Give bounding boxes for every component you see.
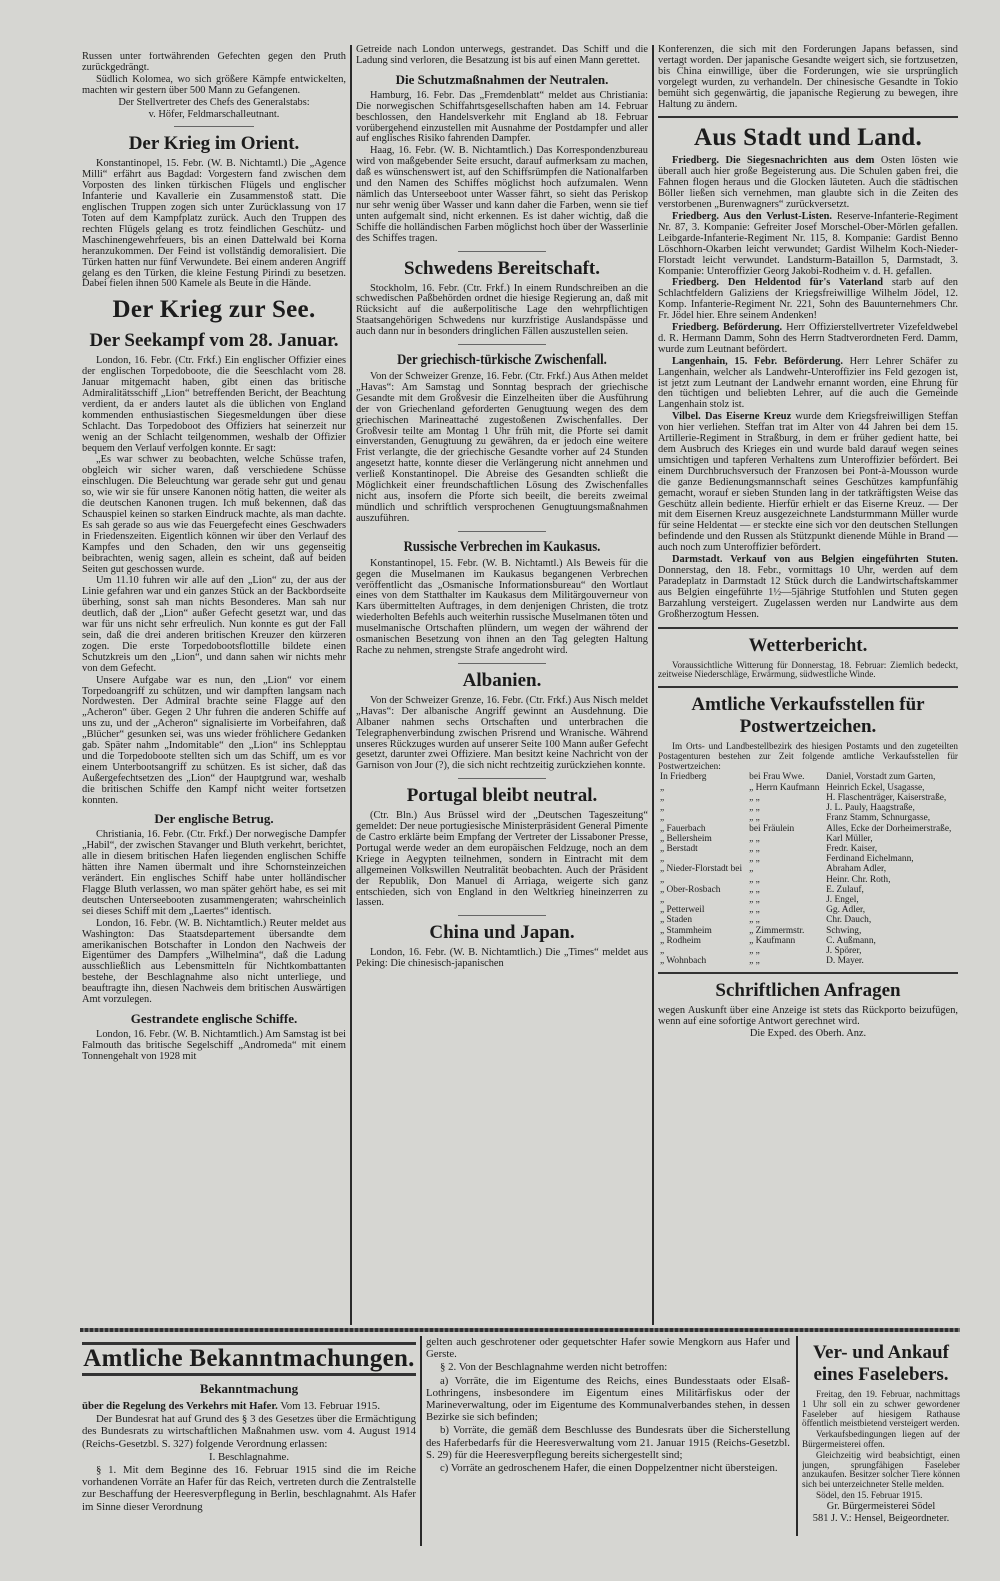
table-row bbox=[658, 824, 958, 834]
signature-line: 581 J. V.: Hensel, Beigeordneter. bbox=[812, 1512, 950, 1524]
paragraph-text: „Es war schwer zu beobachten, welche Schüsse trafen, obgleich wir sicher waren, daß verschiedene Schüsse einschlugen. Die Beleuchtung war gerade sehr gut und genau so, wie wir sie für unsere Kanonen nötig hatten, die weiter als die deutschen Kanonen trugen. Ich muß bekennen, daß das Schauspiel keinen so starken Eindruck machte, als man dachte. Es sah gerade so aus wie das Feuergefecht eines Geschwaders in Friedenszeiten. Eigentlich können wir über den Verlauf des Kampfes und den Schaden, den wir uns gegenseitig beibrachten, wenig sagen, allein es scheint, daß auf beiden Seiten gut geschossen wurde. bbox=[82, 454, 346, 575]
paragraph-text: Um 11.10 fuhren wir alle auf den „Lion“ zu, der aus der Linie gefahren war und ein ganzes Stück an der Backbordseite überhing, sonst sah man nichts Besonderes. Man sah nur deutlich, daß der „Lion“ außer Gefecht gesetzt war, und das war für uns nicht sehr erfreulich. Nun konnte es gut der Fall sein, daß die drei anderen britischen Kreuzer den kürzeren zogen. Die erste Torpedobootsflottille bildete einen Schutzkreis um den „Lion“, und dann sahen wir nichts mehr von dem Gefecht. bbox=[82, 575, 346, 674]
table-row bbox=[658, 783, 958, 793]
paragraph-text: Voraussichtliche Witterung für Donnerstag, 18. Februar: Ziemlich bedeckt, zeitweise Niederschläge, Erwärmung, südwestliche Winde. bbox=[658, 659, 958, 680]
article-paragraph bbox=[82, 576, 346, 674]
article-headline: Amtliche Verkaufsstellen für Postwertzeichen. bbox=[691, 694, 925, 738]
table-cell: bei Frau Wwe. bbox=[749, 772, 805, 783]
article-paragraph bbox=[426, 1424, 790, 1461]
official-notices-middle bbox=[426, 1336, 790, 1556]
paragraph-text: Donnerstag, den 18. Febr., vormittags 10 Uhr, werden auf dem Paradeplatz in Darmstadt 12 Stück durch die Landwirtschaftskammer aus Belgien eingeführte 1½—5jährige Stutfohlen und Stuten gegen Barzahlung versteigert. Zugelassen werden nur Landwirte aus dem Großherzogtum Hessen. bbox=[658, 564, 958, 620]
table-row bbox=[658, 834, 958, 844]
article-paragraph bbox=[82, 1030, 346, 1063]
article-headline: China und Japan. bbox=[429, 922, 575, 944]
paragraph-text: Verkaufsbedingungen liegen auf der Bürgermeisterei offen. bbox=[802, 1429, 960, 1449]
paragraph-text: a) Vorräte, die im Eigentume des Reichs, eines Bundesstaats oder Elsaß-Lothringens, insbesondere im Eigentum eines Militärfiskus oder der Marineverwaltung, oder im Eigentume des Kommunalverbandes stehen, in dessen Bezirke sie sich befinden; bbox=[426, 1374, 790, 1424]
article-paragraph bbox=[658, 212, 958, 277]
signature-line: Der Stellvertreter des Chefs des Generalstabs: bbox=[118, 96, 310, 108]
column-divider bbox=[420, 1336, 422, 1546]
table-cell: Alles, Ecke der Dorheimerstraße, bbox=[826, 823, 952, 834]
paragraph-text: Freitag, den 19. Februar, nachmittags 1 Uhr soll ein zu schwer gewordener Faseleber auf hiesigem Rathause öffentlich meistbietend versteigert werden. bbox=[802, 1389, 960, 1429]
column-1 bbox=[82, 52, 346, 1324]
paragraph-text: Konstantinopel, 15. Febr. (W. B. Nichtamtl.) Als Beweis für die gegen die Muselmanen im Kaukasus begangenen Verbrechen veröffentlicht das „Osmanische Informationsbureau“ den Wortlaut eines von dem Statthalter im Kaukasus dem Militärgouverneur von Kars übermittelten Auftrages, in dem denjenigen Christen, die trotz wiederholten Befehls auch weiterhin russische Muselmanen töten und muselmanische Ortschaften plündern, um wegen der während der osmanischen Besetzung von ihnen an den Tag gelegten Haltung Rache zu nehmen, strengste Strafe angedroht wird. bbox=[356, 557, 648, 656]
article-paragraph bbox=[658, 323, 958, 356]
column-divider bbox=[796, 1336, 798, 1536]
section-headline: Amtliche Bekanntmachungen. bbox=[82, 1342, 416, 1376]
article-paragraph bbox=[658, 412, 958, 554]
paragraph-text: § 1. Mit dem Beginne des 16. Februar 1915 sind die im Reiche vorhandenen Vorräte an Hafer für das Reich, vertreten durch die Zentralstelle zur Beschaffung der Heeresverpflegung in Berlin, beschlagnahmt. Als Hafer im Sinne dieser Verordnung bbox=[82, 1464, 416, 1513]
paragraph-text: Getreide nach London unterwegs, gestrandet. Das Schiff und die Ladung sind verloren, die Besatzung ist bis auf einen Mann gerettet. bbox=[356, 45, 648, 66]
table-cell: „ Ober-Rosbach bbox=[660, 884, 721, 895]
signature-line: Die Exped. des Oberh. Anz. bbox=[749, 1028, 867, 1040]
table-cell: Schwing, bbox=[826, 925, 862, 936]
table-row bbox=[658, 946, 958, 956]
paragraph-text: Haag, 16. Febr. (W. B. Nichtamtlich.) Das Korrespondenzbureau wird von maßgebender Seite ersucht, darauf aufmerksam zu machen, daß es wünschenswert ist, auf den Schiffsrümpfen die Nationalfarben und den Namen des Schiffes möglichst hoch aufzumalen. Wenn nämlich das Unterseeboot unter Wasser fährt, so sieht das Periskop nur sehr wenig über Wasser und kann daher die Farben, wenn sie tief unten aufgemalt sind, nicht erkennen. Es ist daher wichtig, daß die Schiffe die holländischen Farben möglichst hoch über der Wasserlinie des Schiffes tragen. bbox=[356, 145, 648, 244]
article-paragraph bbox=[356, 146, 648, 244]
article-paragraph bbox=[426, 1361, 790, 1373]
article-paragraph bbox=[802, 1430, 960, 1450]
article-headline: Schwedens Bereitschaft. bbox=[404, 257, 600, 279]
table-row bbox=[658, 844, 958, 854]
article-paragraph bbox=[356, 559, 648, 657]
paragraph-lead: Friedberg. Die Siegesnachrichten aus dem bbox=[672, 155, 875, 167]
section-divider bbox=[80, 1328, 960, 1332]
article-headline: Albanien. bbox=[462, 669, 542, 691]
paragraph-lead: Vilbel. Das Eiserne Kreuz bbox=[672, 411, 792, 423]
table-cell: „ „ bbox=[749, 803, 760, 814]
table-cell: „ Zimmermstr. bbox=[749, 925, 805, 936]
paragraph-text: Von der Schweizer Grenze, 16. Febr. (Ctr. Frkf.) Aus Nisch meldet „Havas“: Der albanische Angriff gewinnt an Ausdehnung. Die Albaner nahmen sechs Ortschaften und unterbrachen die Telegraphenverbindung zwischen Prisrend und Wranische. Während unseres Rückzuges wurden auf unserer Seite 100 Mann außer Gefecht gesetzt, darunter zwei Offiziere. Man besitzt keine Nachricht von der Garnison von Jour (?), die sich nicht rechtzeitig zurückziehen konnte. bbox=[356, 694, 648, 772]
paragraph-lead: Friedberg. Aus den Verlust-Listen. bbox=[672, 210, 832, 222]
article-paragraph bbox=[658, 742, 958, 771]
divider bbox=[658, 686, 958, 688]
table-cell: „ bbox=[660, 945, 665, 956]
paragraph-text: gelten auch geschrotener oder gequetschter Hafer sowie Mengkorn aus Hafer und Gerste. bbox=[426, 1336, 790, 1361]
article-paragraph bbox=[658, 278, 958, 322]
table-row bbox=[658, 915, 958, 925]
table-cell: C. Außmann, bbox=[826, 935, 876, 946]
table-cell: Karl Müller, bbox=[826, 833, 873, 844]
paragraph-lead: Friedberg. Beförderung. bbox=[672, 322, 783, 334]
table-cell: Chr. Dauch, bbox=[826, 915, 872, 926]
paragraph-lead: Langenhain, 15. Febr. Beförderung. bbox=[672, 355, 843, 367]
article-paragraph bbox=[82, 1464, 416, 1513]
table-cell: „ Rodheim bbox=[660, 935, 701, 946]
divider bbox=[658, 972, 958, 974]
table-cell: „ Fauerbach bbox=[660, 823, 706, 834]
article-subheadline: Der englische Betrug. bbox=[154, 811, 274, 827]
table-row bbox=[658, 854, 958, 864]
table-cell: H. Flaschenträger, Kaiserstraße, bbox=[826, 792, 947, 803]
table-cell: „ „ bbox=[749, 894, 760, 905]
column-3 bbox=[658, 45, 958, 1324]
table-cell: „ „ bbox=[749, 915, 760, 926]
article-paragraph bbox=[356, 284, 648, 339]
table-cell: „ „ bbox=[749, 813, 760, 824]
article-headline: Portugal bleibt neutral. bbox=[406, 785, 598, 807]
paragraph-text: Gleichzeitig wird beabsichtigt, einen jungen, sprungfähigen Faseleber anzukaufen. Besitzer solcher Tiere können sich bei unterzeichneter Stelle melden. bbox=[802, 1449, 960, 1490]
divider bbox=[458, 531, 546, 532]
article-paragraph bbox=[82, 455, 346, 575]
column-2 bbox=[356, 45, 648, 1324]
table-cell: „ bbox=[749, 864, 754, 875]
paragraph-text: c) Vorräte an gedroschenem Hafer, die einen Doppelzentner nicht übersteigen. bbox=[440, 1462, 778, 1475]
paragraph-lead: über die Regelung des Verkehrs mit Hafer. bbox=[82, 1400, 278, 1412]
paragraph-text: (Ctr. Bln.) Aus Brüssel wird der „Deutschen Tageszeitung“ gemeldet: Der neue portugiesische Ministerpräsident General Pimente de Castro erklärte beim Empfang der Vertreter der Lissaboner Presse, Portugal werde weder an dem europäischen Feldzuge, noch an dem Kriege in Aegypten teilnehmen, sondern in Eintracht mit dem allgemeinen Volkswillen Neutralität beobachten. Auch der Präsident der Republik, Don Manuel di Arriaga, weigerte sich ganz entschieden, sich von England in den Weltkrieg hineinzerren zu lassen. bbox=[356, 810, 648, 909]
table-cell: „ Wohnbach bbox=[660, 956, 707, 967]
signature-line: Gr. Bürgermeisterei Södel bbox=[826, 1500, 936, 1512]
table-row bbox=[658, 803, 958, 813]
paragraph-text: Herr Offizierstellvertreter Vizefeldwebel d. R. Hermann Damm, Sohn des Herrn Stadtverordneten Ferd. Damm, wurde zum Leutnant befördert. bbox=[658, 322, 958, 355]
paragraph-text: Russen unter fortwährenden Gefechten gegen den Pruth zurückgedrängt. bbox=[82, 52, 346, 73]
divider bbox=[458, 915, 546, 916]
article-subheadline: Gestrandete englische Schiffe. bbox=[130, 1010, 298, 1026]
table-cell: „ Kaufmann bbox=[749, 935, 796, 946]
paragraph-text: London, 16. Febr. (W. B. Nichtamtlich.) Reuter meldet aus Washington: Das Staatsdepartement übersandte dem amerikanischen Botschafter in London den Nachweis der Eigentümer des Dampfers „Wilhelmina“, daß die Ladung ausschließlich aus Lebensmitteln für Nichtkombattanten bestehe, der Beschlagnahme also nicht unterliege, und beauftragte ihn, diesen Nachweis dem britischen Auswärtigen Amt vorzulegen. bbox=[82, 917, 346, 1006]
table-cell: „ „ bbox=[749, 854, 760, 865]
table-cell: „ bbox=[660, 813, 665, 824]
paragraph-text: Osten lösten wie überall auch hier große Begeisterung aus. Die Schulen gaben frei, die Fahnen flogen heraus und die Glocken läuteten. Auch die städtischen Böller ließen sich vernehmen, man glaubte sich in die Zeiten des verstorbenen „Burenwagners“ zurückversetzt. bbox=[658, 155, 958, 211]
paragraph-text: Konstantinopel, 15. Febr. (W. B. Nichtamtl.) Die „Agence Milli“ erfährt aus Bagdad: Vorgestern fand zwischen dem Vorposten des linken türkischen Flügels und englischer Infanterie und Kavallerie ein Zusammenstoß statt. Die englischen Truppen zogen sich unter Zurücklassung von 17 Toten auf dem Kampfplatz zurück. Auch den Truppen des rechten Flügels gelang es trotz feindlichen Geschütz- und Maschinengewehrfeuers, bis an einen Dattelwald bei Korna heranzukommen. Der Feind ist vollständig demoralisiert. Die Türken hatten nur fünf Verwundete. Bei einem anderen Angriff gelang es den Türken, die kleine Festung Pirindi zu besetzen. Dabei fielen ihnen 500 Kamele als Beute in die Hände. bbox=[82, 158, 346, 290]
article-paragraph bbox=[658, 555, 958, 620]
table-row bbox=[658, 956, 958, 966]
divider bbox=[458, 344, 546, 345]
article-paragraph bbox=[658, 45, 958, 110]
table-cell: „ bbox=[660, 803, 665, 814]
paragraph-text: Christiania, 16. Febr. (Ctr. Frkf.) Der norwegische Dampfer „Habil“, der zwischen Stavanger und Bluth verkehrt, berichtet, alle in diesem britischen Hafen liegenden englischen Schiffe hätten ihre Namen übermalt und ihre Schornsteinzeichen verändert. Ein englisches Schiff habe unter holländischer Flagge Bluth verlassen, wo man später gehört habe, es sei mit deutschen Unterseebooten zusammengeraten; wahrscheinlich sei dieses Schiff mit dem „Laertes“ identisch. bbox=[82, 829, 346, 917]
paragraph-text: Konferenzen, die sich mit den Forderungen Japans befassen, sind vertagt worden. Der japanische Gesandte weigert sich, sie fortzusetzen, bis China einwillige, über die Forderungen, wie sie ursprünglich vorgelegt wurden, zu verhandeln. Der chinesische Gesandte in Tokio bemüht sich gegenwärtig, die japanische Regierung zu bewegen, ihre Haltung zu ändern. bbox=[658, 45, 958, 110]
article-paragraph bbox=[426, 1375, 790, 1424]
paragraph-text: London, 16. Febr. (W. B. Nichtamtlich.) Am Samstag ist bei Falmouth das britische Segelschiff „Andromeda“ mit einem Tonnengehalt von 1928 mit bbox=[82, 1028, 346, 1062]
table-row bbox=[658, 926, 958, 936]
article-paragraph bbox=[802, 1451, 960, 1490]
table-cell: Heinr. Chr. Roth, bbox=[826, 874, 891, 885]
table-cell: Daniel, Vorstadt zum Garten, bbox=[826, 772, 936, 783]
article-paragraph bbox=[658, 357, 958, 412]
article-paragraph bbox=[356, 45, 648, 67]
article-paragraph bbox=[82, 1413, 416, 1450]
article-headline: Der Krieg im Orient. bbox=[128, 133, 300, 155]
table-cell: „ „ bbox=[749, 905, 760, 916]
signature-line: I. Beschlagnahme. bbox=[208, 1450, 290, 1463]
article-paragraph bbox=[426, 1462, 790, 1474]
divider bbox=[458, 251, 546, 252]
paragraph-text: wegen Auskunft über eine Anzeige ist stets das Rückporto beizufügen, wenn auf eine sofortige Antwort gerechnet wird. bbox=[658, 1005, 958, 1028]
divider bbox=[458, 778, 546, 779]
article-paragraph bbox=[356, 811, 648, 909]
table-cell: E. Zulauf, bbox=[826, 884, 864, 895]
article-subheadline: Bekanntmachung bbox=[199, 1381, 299, 1396]
table-cell: „ „ bbox=[749, 843, 760, 854]
table-cell: D. Mayer. bbox=[826, 956, 864, 967]
table-cell: „ Nieder-Florstadt bei bbox=[660, 864, 743, 875]
table-cell: Heinrich Eckel, Usagasse, bbox=[826, 782, 925, 793]
paragraph-text: § 2. Von der Beschlagnahme werden nicht betroffen: bbox=[440, 1361, 668, 1374]
article-paragraph bbox=[82, 75, 346, 97]
article-paragraph bbox=[658, 1006, 958, 1028]
article-paragraph bbox=[82, 1400, 416, 1412]
table-cell: „ Petterweil bbox=[660, 905, 705, 916]
table-cell: „ Herrn Kaufmann bbox=[749, 782, 820, 793]
article-paragraph bbox=[356, 91, 648, 146]
article-paragraph bbox=[356, 696, 648, 772]
table-cell: „ Bellersheim bbox=[660, 833, 712, 844]
table-cell: J. Engel, bbox=[826, 894, 859, 905]
table-row bbox=[658, 813, 958, 823]
official-notices-left bbox=[82, 1336, 416, 1556]
article-headline: Der griechisch-türkische Zwischenfall. bbox=[397, 352, 607, 369]
table-row bbox=[658, 895, 958, 905]
table-row bbox=[658, 936, 958, 946]
paragraph-lead: Darmstadt. Verkauf von aus Belgien eingeführten Stuten. bbox=[672, 554, 958, 566]
table-cell: „ Staden bbox=[660, 915, 693, 926]
paragraph-text: Südlich Kolomea, wo sich größere Kämpfe entwickelten, machten wir gestern über 500 Mann zu Gefangenen. bbox=[82, 73, 346, 96]
table-row bbox=[658, 864, 958, 874]
table-cell: „ „ bbox=[749, 792, 760, 803]
table-cell: „ „ bbox=[749, 956, 760, 967]
article-paragraph bbox=[658, 661, 958, 681]
table-row bbox=[658, 885, 958, 895]
table-cell: „ „ bbox=[749, 833, 760, 844]
article-paragraph bbox=[82, 52, 346, 74]
paragraph-text: Der Bundesrat hat auf Grund des § 3 des Gesetzes über die Ermächtigung des Bundesrats zu wirtschaftlichen Maßnahmen usw. vom 4. August 1914 (Reichs-Gesetzbl. S. 327) folgende Verordnung erlassen: bbox=[82, 1413, 416, 1450]
column-divider bbox=[350, 45, 352, 1325]
sales-points-table bbox=[658, 772, 958, 966]
table-cell: „ „ bbox=[749, 945, 760, 956]
table-cell: J. L. Pauly, Haagstraße, bbox=[826, 803, 915, 814]
table-row bbox=[658, 875, 958, 885]
divider bbox=[658, 116, 958, 118]
paragraph-text: London, 16. Febr. (W. B. Nichtamtlich.) Die „Times“ meldet aus Peking: Die chinesisch-japanischen bbox=[356, 947, 648, 970]
table-cell: „ bbox=[660, 874, 665, 885]
table-row bbox=[658, 793, 958, 803]
paragraph-text: wurde dem Kriegsfreiwilligen Steffan von hier verliehen. Steffan trat im Alter von 44 Jahren bei dem 15. Artillerie-Regiment in Straßburg, in dem er früher gedient hatte, bei dem Ausbruch des Krieges ein und wurde bald darauf wegen seines umsichtigen und tapferen Verhaltens zum Unteroffizier befördert. Bei einem Durchbruchsversuch der Franzosen bei Pont-à-Mousson wurde die ganze Bedienungsmannschaft seines Geschützes kampfunfähig gemacht, worauf er sieben Stunden lang in der tatkräftigsten Weise das Geschütz allein bediente. Hierfür erhielt er das Eiserne Kreuz. — Der mit dem Eisernen Kreuz ausgezeichnete Landsturmmann Müller wurde für seine Heldentat — er steckte eine sich vor den deutschen Stellungen befindende und den Russen als Stützpunkt dienende Mühle in Brand — auch noch zum Unteroffizier befördert. bbox=[658, 411, 958, 554]
article-paragraph bbox=[356, 372, 648, 525]
paragraph-text: Södel, den 15. Februar 1915. bbox=[816, 1489, 923, 1500]
table-cell: Fredr. Kaiser, bbox=[826, 843, 878, 854]
table-cell: „ Berstadt bbox=[660, 843, 698, 854]
divider bbox=[458, 663, 546, 664]
paragraph-text: Reserve-Infanterie-Regiment Nr. 87, 3. Kompanie: Gefreiter Josef Morschel-Ober-Mörlen gefallen. Leibgarde-Infanterie-Regiment Nr. 115, 8. Kompanie: Gardist Benno Löschhorn-Okarben leicht verwundet; Gardist Wilhelm Koch-Nieder-Florstadt leicht verwundet. Landsturm-Bataillon 5, Darmstadt, 3. Kompanie: Unteroffizier Georg Jakobi-Rodheim v. d. H. gefallen. bbox=[658, 210, 958, 277]
paragraph-text: starb auf den Schlachtfeldern Galiziens der Kriegsfreiwillige Wilhelm Jödel, 12. Komp. Infanterie-Regiment Nr. 221, Sohn des Bauunternehmers Chr. Fr. Jödel hier. Ehre seinem Andenken! bbox=[658, 277, 958, 322]
table-cell: J. Spörer, bbox=[826, 945, 862, 956]
table-cell: „ bbox=[660, 792, 665, 803]
article-headline: Wetterbericht. bbox=[748, 634, 868, 656]
paragraph-text: b) Vorräte, die gemäß dem Beschlusse des Bundesrats über die Sicherstellung des Haferbedarfs für die Heeresverwaltung vom 21. Januar 1915 (Reichs-Gesetzbl. S. 29) für die Heeresverpflegung bereits sichergestellt sind; bbox=[426, 1424, 790, 1461]
signature-line: v. Höfer, Feldmarschalleutnant. bbox=[148, 108, 280, 120]
table-row bbox=[658, 905, 958, 915]
paragraph-text: Von der Schweizer Grenze, 16. Febr. (Ctr. Frkf.) Aus Athen meldet „Havas“: Am Samstag und Sonntag besprach der griechische Gesandte mit dem Großvesir die Einzelheiten über die Ausführung der von Griechenland geforderten Genugtuung wegen des dem griechischen Marineattaché zugestoßenen Zwischenfalles. Der Großvesir teilte am Montag 1 Uhr früh mit, die Pforte sei damit einverstanden, Genugtuung zu gewähren, da er jedoch eine weitere Frist verlangte, die der griechische Gesandte vorher auf 24 Stunden angesetzt hatte, konnte dieser die Verlängerung nicht annehmen und verließ Konstantinopel. Die Abreise des Gesandten schließt die Möglichkeit einer freundschaftlichen Lösung des Zwischenfalles nicht aus, insofern die Pforte sich beeilt, die bereits zweimal mündlich und schriftlich versprochenen Genugtuungsmaßnahmen auszuführen. bbox=[356, 371, 648, 524]
article-paragraph bbox=[802, 1491, 960, 1501]
table-cell: „ „ bbox=[749, 884, 760, 895]
article-paragraph bbox=[82, 356, 346, 454]
paragraph-text: Hamburg, 16. Febr. Das „Fremdenblatt“ meldet aus Christiania: Die norwegischen Schiffahrtsgesellschaften haben am 14. Februar beschlossen, den Handelsverkehr mit England ab 18. Februar vorübergehend einzustellen mit Ausnahme der Postdampfer und aller auf englisches Risiko fahrenden Dampfer. bbox=[356, 89, 648, 145]
paragraph-text: Im Orts- und Landbestellbezirk des hiesigen Postamts und den zugeteilten Postagenturen bestehen zur Zeit folgende amtliche Verkaufsstellen für Postwertzeichen: bbox=[658, 741, 958, 771]
column-divider bbox=[652, 45, 654, 1325]
divider bbox=[658, 627, 958, 629]
table-cell: Gg. Adler, bbox=[826, 905, 866, 916]
table-cell: „ bbox=[660, 854, 665, 865]
table-cell: „ bbox=[660, 894, 665, 905]
table-cell: Ferdinand Eichelmann, bbox=[826, 854, 914, 865]
article-paragraph bbox=[82, 159, 346, 290]
table-cell: „ „ bbox=[749, 874, 760, 885]
table-cell: bei Fräulein bbox=[749, 823, 795, 834]
article-headline: Schriftlichen Anfragen bbox=[715, 980, 901, 1002]
table-cell: Franz Stamm, Schnurgasse, bbox=[826, 813, 931, 824]
article-paragraph bbox=[658, 156, 958, 211]
table-row bbox=[658, 772, 958, 782]
table-cell: „ bbox=[660, 782, 665, 793]
paragraph-text: London, 16. Febr. (Ctr. Frkf.) Ein englischer Offizier eines der englischen Torpedoboote, die die Seeschlacht vom 28. Januar mitgemacht haben, gibt einen das britische Admiralitätsschiff „Lion“ betreffenden Bericht, der Beachtung verdient, da er anders lautet als die üblichen von England kommenden enthusiastischen Siegesmeldungen über diese Schlacht. Das Torpedoboot des Offiziers hat seinerzeit nur wenig an der Schlacht teilgenommen, weshalb der Offizier bequem den Verlauf verfolgen konnte. Er sagt: bbox=[82, 355, 346, 454]
table-cell: Abraham Adler, bbox=[826, 864, 887, 875]
classified-ad bbox=[802, 1336, 960, 1556]
article-headline: Russische Verbrechen im Kaukasus. bbox=[403, 538, 601, 555]
article-paragraph bbox=[802, 1390, 960, 1429]
paragraph-text: Herr Lehrer Schäfer zu Langenhain, welcher als Landwehr-Unteroffizier ins Feld gezogen ist, ist jetzt zum Leutnant der Landwehr ernannt worden, eine Ehrung für den tüchtigen und beliebten Lehrer, auf die auch die Gemeinde Langenhain stolz ist. bbox=[658, 355, 958, 411]
section-headline: Aus Stadt und Land. bbox=[693, 124, 923, 152]
paragraph-text: Vom 13. Februar 1915. bbox=[277, 1400, 381, 1412]
table-cell: „ Stammheim bbox=[660, 925, 712, 936]
section-headline: Der Krieg zur See. bbox=[112, 296, 316, 324]
table-cell: In Friedberg bbox=[660, 772, 707, 783]
paragraph-text: Stockholm, 16. Febr. (Ctr. Frkf.) In einem Rundschreiben an die schwedischen Paßbehörden ordnet die hiesige Regierung an, daß mit Rücksicht auf die außerpolitische Lage den wehrpflichtigen Staatsangehörigen Schwedens nur kurzfristige Auslandspässe und auch dann nur in besonders dringlichen Fällen auszustellen seien. bbox=[356, 282, 648, 338]
divider bbox=[174, 126, 253, 127]
article-paragraph bbox=[82, 676, 346, 807]
article-paragraph bbox=[356, 948, 648, 970]
article-headline: Der Seekampf vom 28. Januar. bbox=[89, 330, 339, 352]
article-paragraph bbox=[426, 1336, 790, 1360]
article-paragraph bbox=[82, 830, 346, 917]
article-headline: Ver- und Ankauf eines Faselebers. bbox=[813, 1342, 949, 1385]
article-paragraph bbox=[82, 919, 346, 1006]
paragraph-lead: Friedberg. Den Heldentod für's Vaterland bbox=[672, 277, 884, 289]
article-subheadline: Die Schutzmaßnahmen der Neutralen. bbox=[395, 71, 609, 87]
paragraph-text: Unsere Aufgabe war es nun, den „Lion“ vor einem Torpedoangriff zu schützen, und wir dampften langsam nach Nordwesten. Der Admiral brachte seine Flagge auf den „Acheron“ über. Gegen 2 Uhr fuhren die anderen Schiffe auf uns zu, und der „Acheron“ signalisierte im Vorbeifahren, daß „Blücher“ gesunken sei, was uns wieder fröhlichere Gedanken gab. Später nahm „Indomitable“ den „Lion“ ins Schlepptau und die Torpedoboote stellten sich um das Schiff, um es vor einem Unterbootsangriff zu schützen. Es ist sicher, daß das Außergefechtsetzen des „Lion“ der Hauptgrund war, weshalb die britischen Schiffe den Kampf nicht weiter fortsetzen konnten. bbox=[82, 674, 346, 806]
